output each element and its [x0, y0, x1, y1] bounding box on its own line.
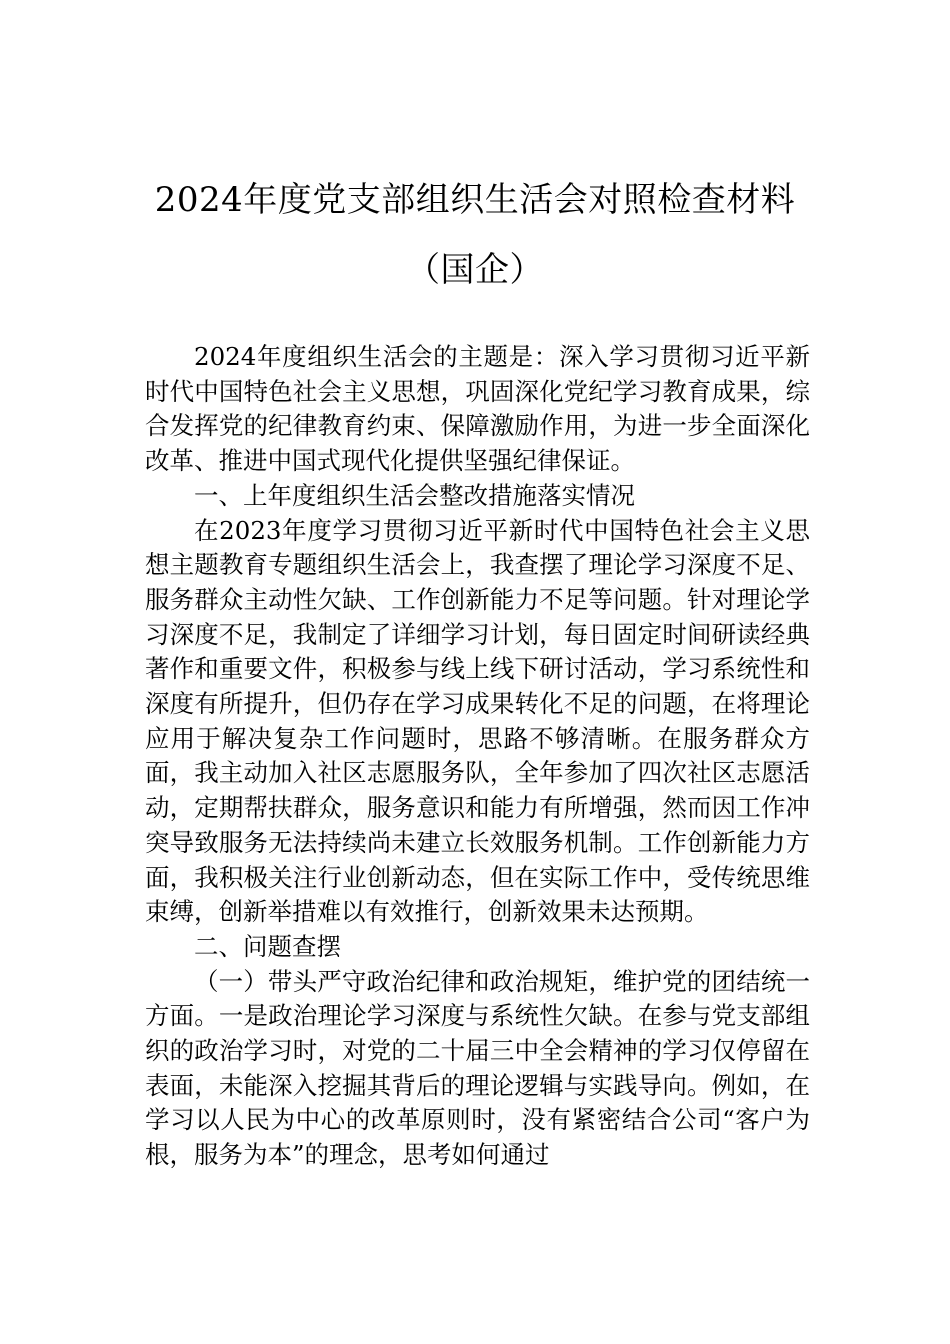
document-body: [145, 340, 810, 1173]
document-subtitle: （国企）: [406, 250, 544, 290]
document-title: 2024年度党支部组织生活会对照检查材料: [154, 180, 796, 220]
section-heading-2: 二、问题查摆: [194, 931, 341, 961]
paragraph-problems: （一）带头严守政治纪律和政治规矩，维护党的团结统一方面。一是政治理论学习深度与系统性欠缺。在参与党支部组织的政治学习时，对党的二十届三中全会精神的学习仅停留在表面，未能深入挖掘其背后的理论逻辑与实践导向。例如，在学习以人民为中心的改革原则时，没有紧密结合公司“客户为根，服务为本”的理念，思考如何通过: [145, 966, 810, 1170]
paragraph-rectification: 在2023年度学习贯彻习近平新时代中国特色社会主义思想主题教育专题组织生活会上，我查摆了理论学习深度不足、服务群众主动性欠缺、工作创新能力不足等问题。针对理论学习深度不足，我制定了详细学习计划，每日固定时间研读经典著作和重要文件，积极参与线上线下研讨活动，学习系统性和深度有所提升，但仍存在学习成果转化不足的问题，在将理论应用于解决复杂工作问题时，思路不够清晰。在服务群众方面，我主动加入社区志愿服务队，全年参加了四次社区志愿活动，定期帮扶群众，服务意识和能力有所增强，然而因工作冲突导致服务无法持续尚未建立长效服务机制。工作创新能力方面，我积极关注行业创新动态，但在实际工作中，受传统思维束缚，创新举措难以有效推行，创新效果未达预期。: [145, 515, 810, 927]
section-heading-1: 一、上年度组织生活会整改措施落实情况: [194, 480, 635, 510]
paragraph-theme: 2024年度组织生活会的主题是：深入学习贯彻习近平新时代中国特色社会主义思想，巩固深化党纪学习教育成果，综合发挥党的纪律教育约束、保障激励作用，为进一步全面深化改革、推进中国式现代化提供坚强纪律保证。: [145, 342, 810, 476]
